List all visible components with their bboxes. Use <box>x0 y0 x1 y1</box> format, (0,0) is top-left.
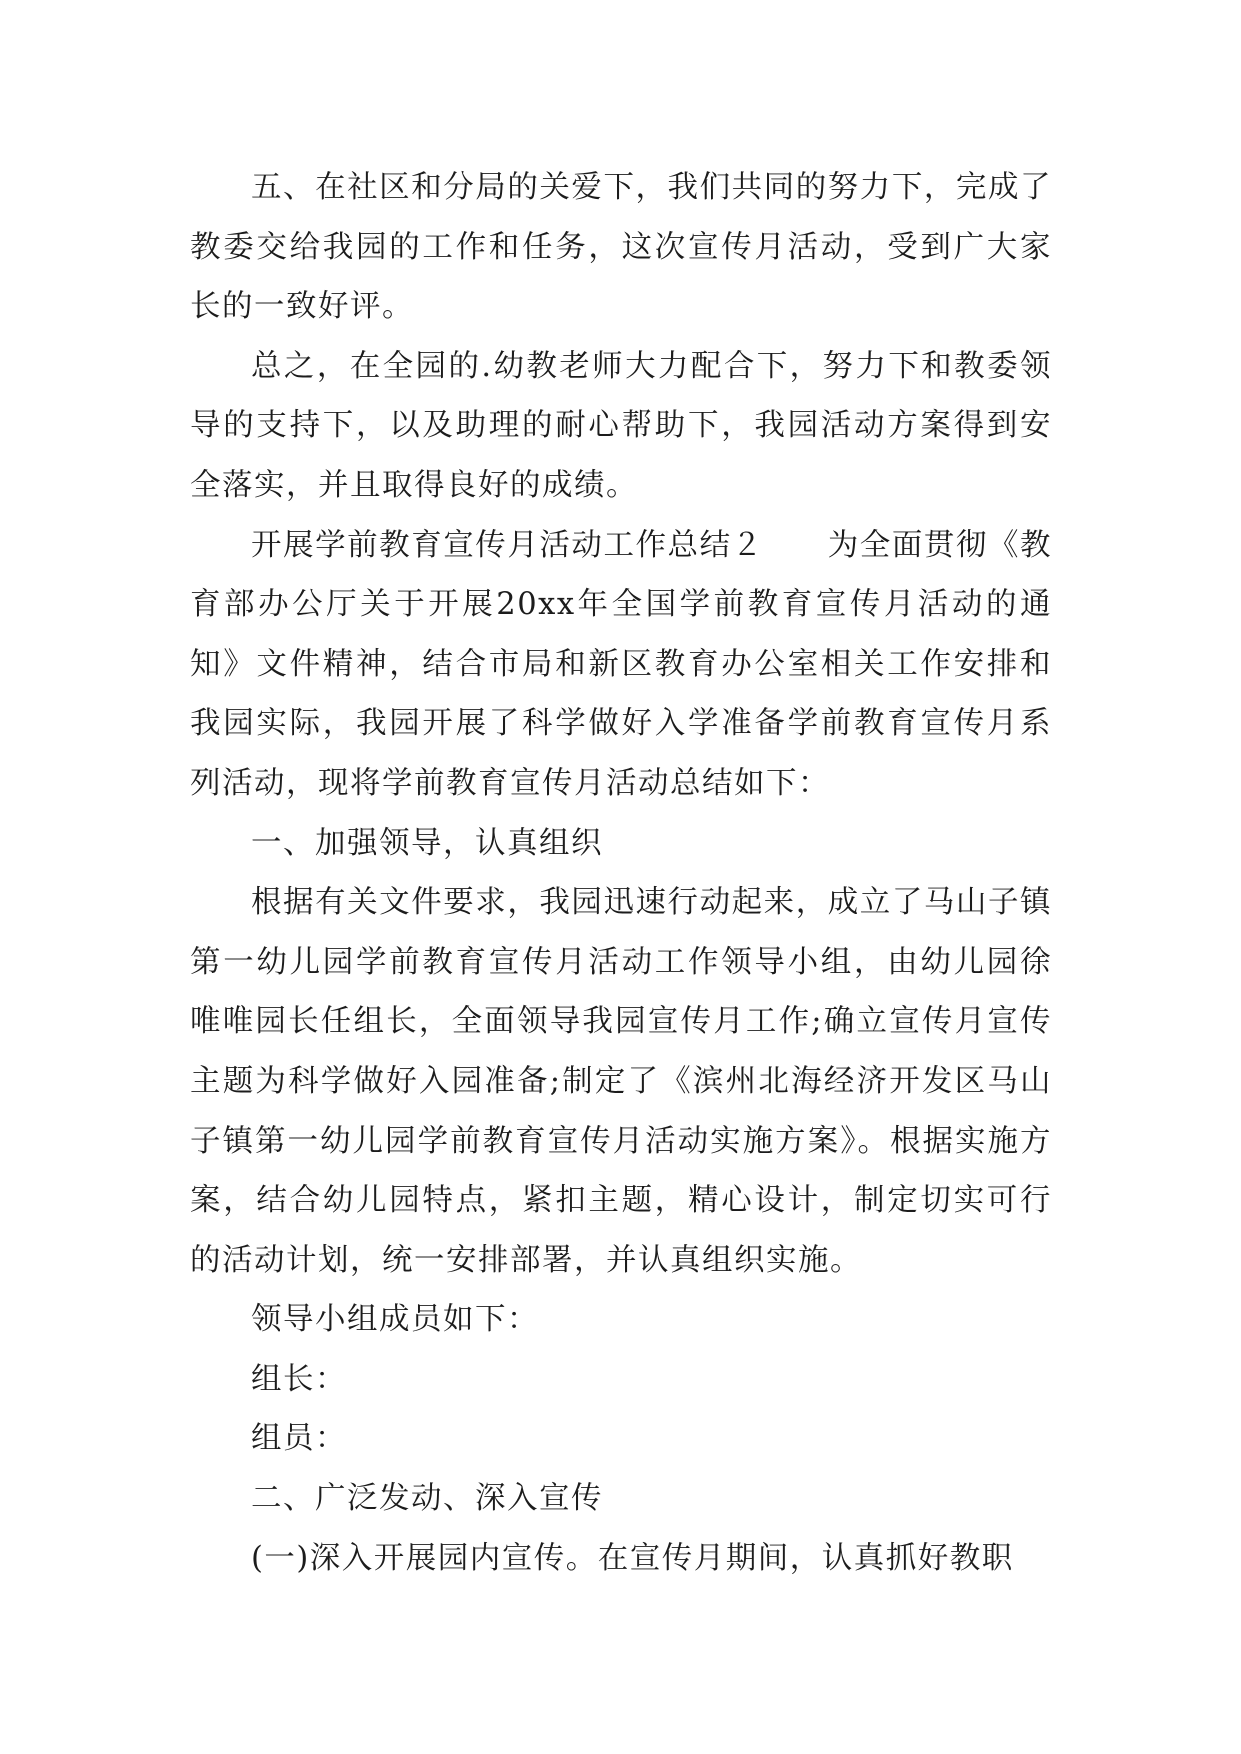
paragraph-leadership-members: 领导小组成员如下： <box>251 1302 539 1338</box>
heading-section-two: 二、广泛发动、深入宣传 <box>251 1481 603 1517</box>
paragraph-summary: 总之，在全园的.幼教老师大力配合下，努力下和教委领导的支持下，以及助理的耐心帮助下，我园活动方案得到安全落实，并且取得良好的成绩。 <box>190 348 1052 503</box>
heading-section-one: 一、加强领导，认真组织 <box>251 825 603 861</box>
paragraph-group-leader: 组长： <box>251 1361 347 1397</box>
paragraph-conclusion-five: 五、在社区和分局的关爱下，我们共同的努力下，完成了教委交给我园的工作和任务，这次宣传月活动，受到广大家长的一致好评。 <box>190 170 1052 325</box>
document-body <box>190 158 1052 1588</box>
paragraph-section-two-item-one: (一)深入开展园内宣传。在宣传月期间，认真抓好教职 <box>251 1540 1014 1576</box>
paragraph-group-members: 组员： <box>251 1421 347 1457</box>
paragraph-report-two-intro: 开展学前教育宣传月活动工作总结２ 为全面贯彻《教育部办公厅关于开展20xx年全国学前教育宣传月活动的通知》文件精神，结合市局和新区教育办公室相关工作安排和我园实际，我园开展了科学做好入学准备学前教育宣传月系列活动，现将学前教育宣传月活动总结如下： <box>190 527 1052 801</box>
paragraph-section-one-body: 根据有关文件要求，我园迅速行动起来，成立了马山子镇第一幼儿园学前教育宣传月活动工作领导小组，由幼儿园徐唯唯园长任组长，全面领导我园宣传月工作;确立宣传月宣传主题为科学做好入园准备;制定了《滨州北海经济开发区马山子镇第一幼儿园学前教育宣传月活动实施方案》。根据实施方案，结合幼儿园特点，紧扣主题，精心设计，制定切实可行的活动计划，统一安排部署，并认真组织实施。 <box>190 885 1052 1278</box>
